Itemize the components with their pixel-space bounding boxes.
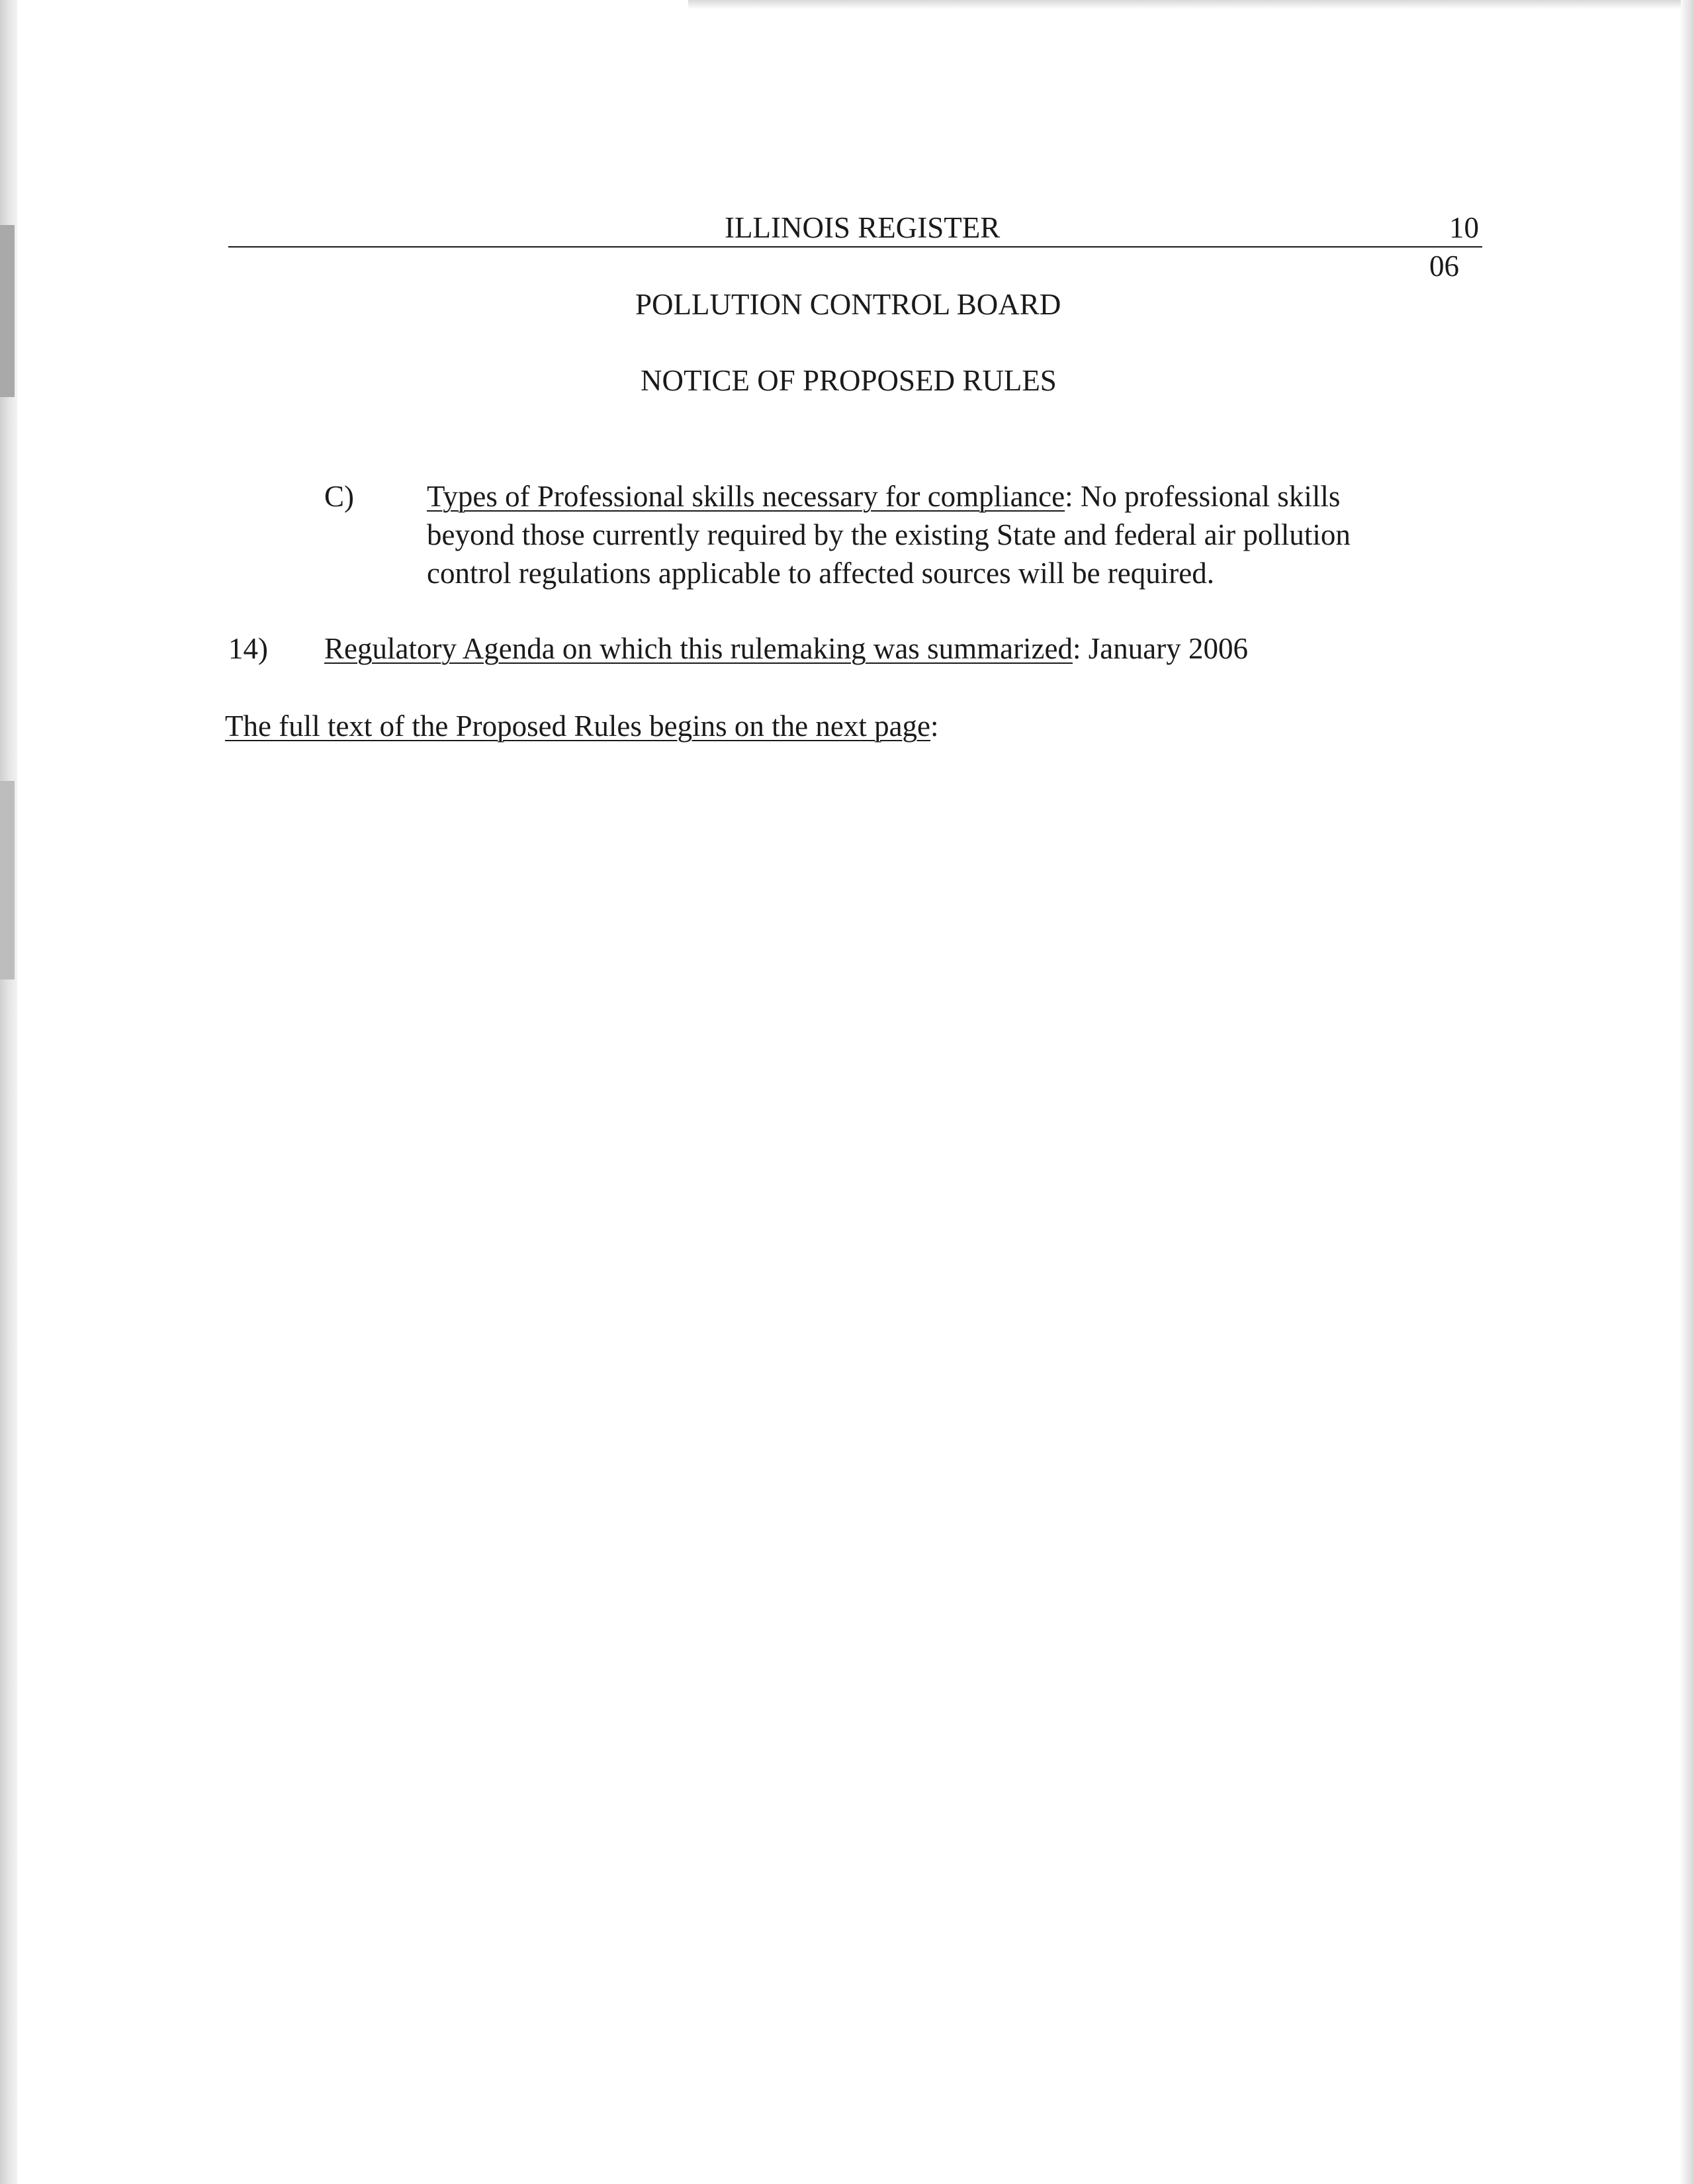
full-text-heading: The full text of the Proposed Rules begins on the next page <box>225 709 931 743</box>
register-title: ILLINOIS REGISTER <box>725 211 1001 244</box>
item-c-line-1-rest: : No professional skills <box>1065 480 1341 513</box>
notice-title: NOTICE OF PROPOSED RULES <box>641 364 1057 397</box>
item-14-label: 14) <box>228 632 268 665</box>
full-text-rest: : <box>930 709 939 743</box>
full-text-notice <box>225 711 939 741</box>
item-c-line-3: control regulations applicable to affected sources will be required. <box>427 557 1214 590</box>
register-volume: 10 <box>1449 211 1479 244</box>
register-issue: 06 <box>1429 250 1459 283</box>
item-14-rest: : January 2006 <box>1073 632 1248 665</box>
item-c-line-2: beyond those currently required by the existing State and federal air pollution <box>427 518 1351 551</box>
scan-left-shadow-band <box>0 225 15 397</box>
item-c-line-1 <box>427 482 1340 512</box>
scan-right-edge <box>1679 0 1694 2184</box>
header-rule <box>228 246 1482 248</box>
item-14-line <box>324 634 1248 664</box>
scan-top-edge <box>688 0 1681 9</box>
item-c-label: C) <box>324 480 354 513</box>
item-c-heading: Types of Professional skills necessary for compliance <box>427 480 1065 513</box>
agency-name: POLLUTION CONTROL BOARD <box>635 288 1061 321</box>
item-14-heading: Regulatory Agenda on which this rulemaking was summarized <box>324 632 1073 665</box>
scan-left-shadow-band-lower <box>0 781 15 979</box>
